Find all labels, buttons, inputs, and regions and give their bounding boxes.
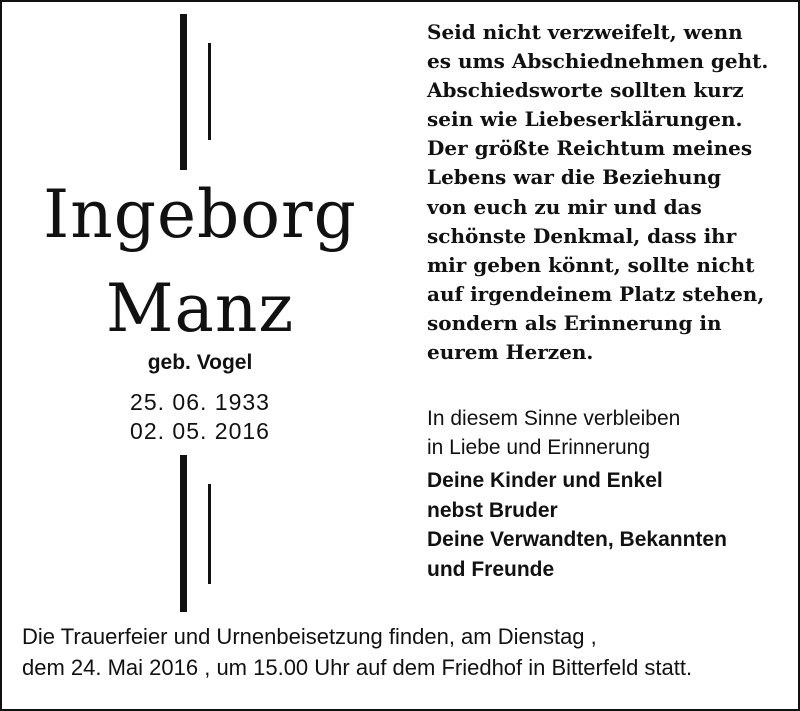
poem-line: sein wie Liebeserklärungen. <box>427 107 743 132</box>
memorial-poem <box>427 18 787 367</box>
closing-text <box>427 404 787 462</box>
signers <box>427 466 787 584</box>
death-date: 02. 05. 2016 <box>130 418 270 444</box>
deceased-first-name: Ingeborg <box>43 176 357 253</box>
poem-line: Abschiedsworte sollten kurz <box>427 78 744 103</box>
birth-name: geb. Vogel <box>147 351 253 374</box>
poem-line: Lebens war die Beziehung <box>427 165 722 190</box>
birth-date: 25. 06. 1933 <box>130 389 270 415</box>
footer-line: Die Trauerfeier und Urnenbeisetzung finden, am Dienstag , <box>22 624 597 649</box>
poem-line: eurem Herzen. <box>427 340 594 365</box>
poem-line: Der größte Reichtum meines <box>427 136 753 161</box>
deceased-last-name: Manz <box>105 270 295 347</box>
signer-line: Deine Kinder und Enkel <box>427 469 663 492</box>
funeral-announcement <box>22 621 782 683</box>
bottom-thin-bar <box>208 484 211 584</box>
signer-line: und Freunde <box>427 557 555 581</box>
top-thin-bar <box>208 43 211 140</box>
life-dates <box>40 388 360 446</box>
poem-line: von euch zu mir und das <box>427 194 702 219</box>
poem-line: mir geben könnt, sollte nicht <box>427 252 755 277</box>
footer-line: dem 24. Mai 2016 , um 15.00 Uhr auf dem Friedhof in Bitterfeld statt. <box>22 655 693 680</box>
poem-line: auf irgendeinem Platz stehen, <box>427 281 765 306</box>
closing-line: in Liebe und Erinnerung <box>427 436 651 459</box>
closing-line: In diesem Sinne verbleiben <box>427 407 681 430</box>
poem-line: es ums Abschiednehmen geht. <box>427 49 769 74</box>
signer-line: nebst Bruder <box>427 498 558 522</box>
poem-line: sondern als Erinnerung in <box>427 310 722 335</box>
signer-line: Deine Verwandten, Bekannten <box>427 528 727 551</box>
top-thick-bar <box>180 14 187 170</box>
poem-line: schönste Denkmal, dass ihr <box>427 223 737 248</box>
bottom-thick-bar <box>180 455 187 612</box>
poem-line: Seid nicht verzweifelt, wenn <box>427 20 743 44</box>
